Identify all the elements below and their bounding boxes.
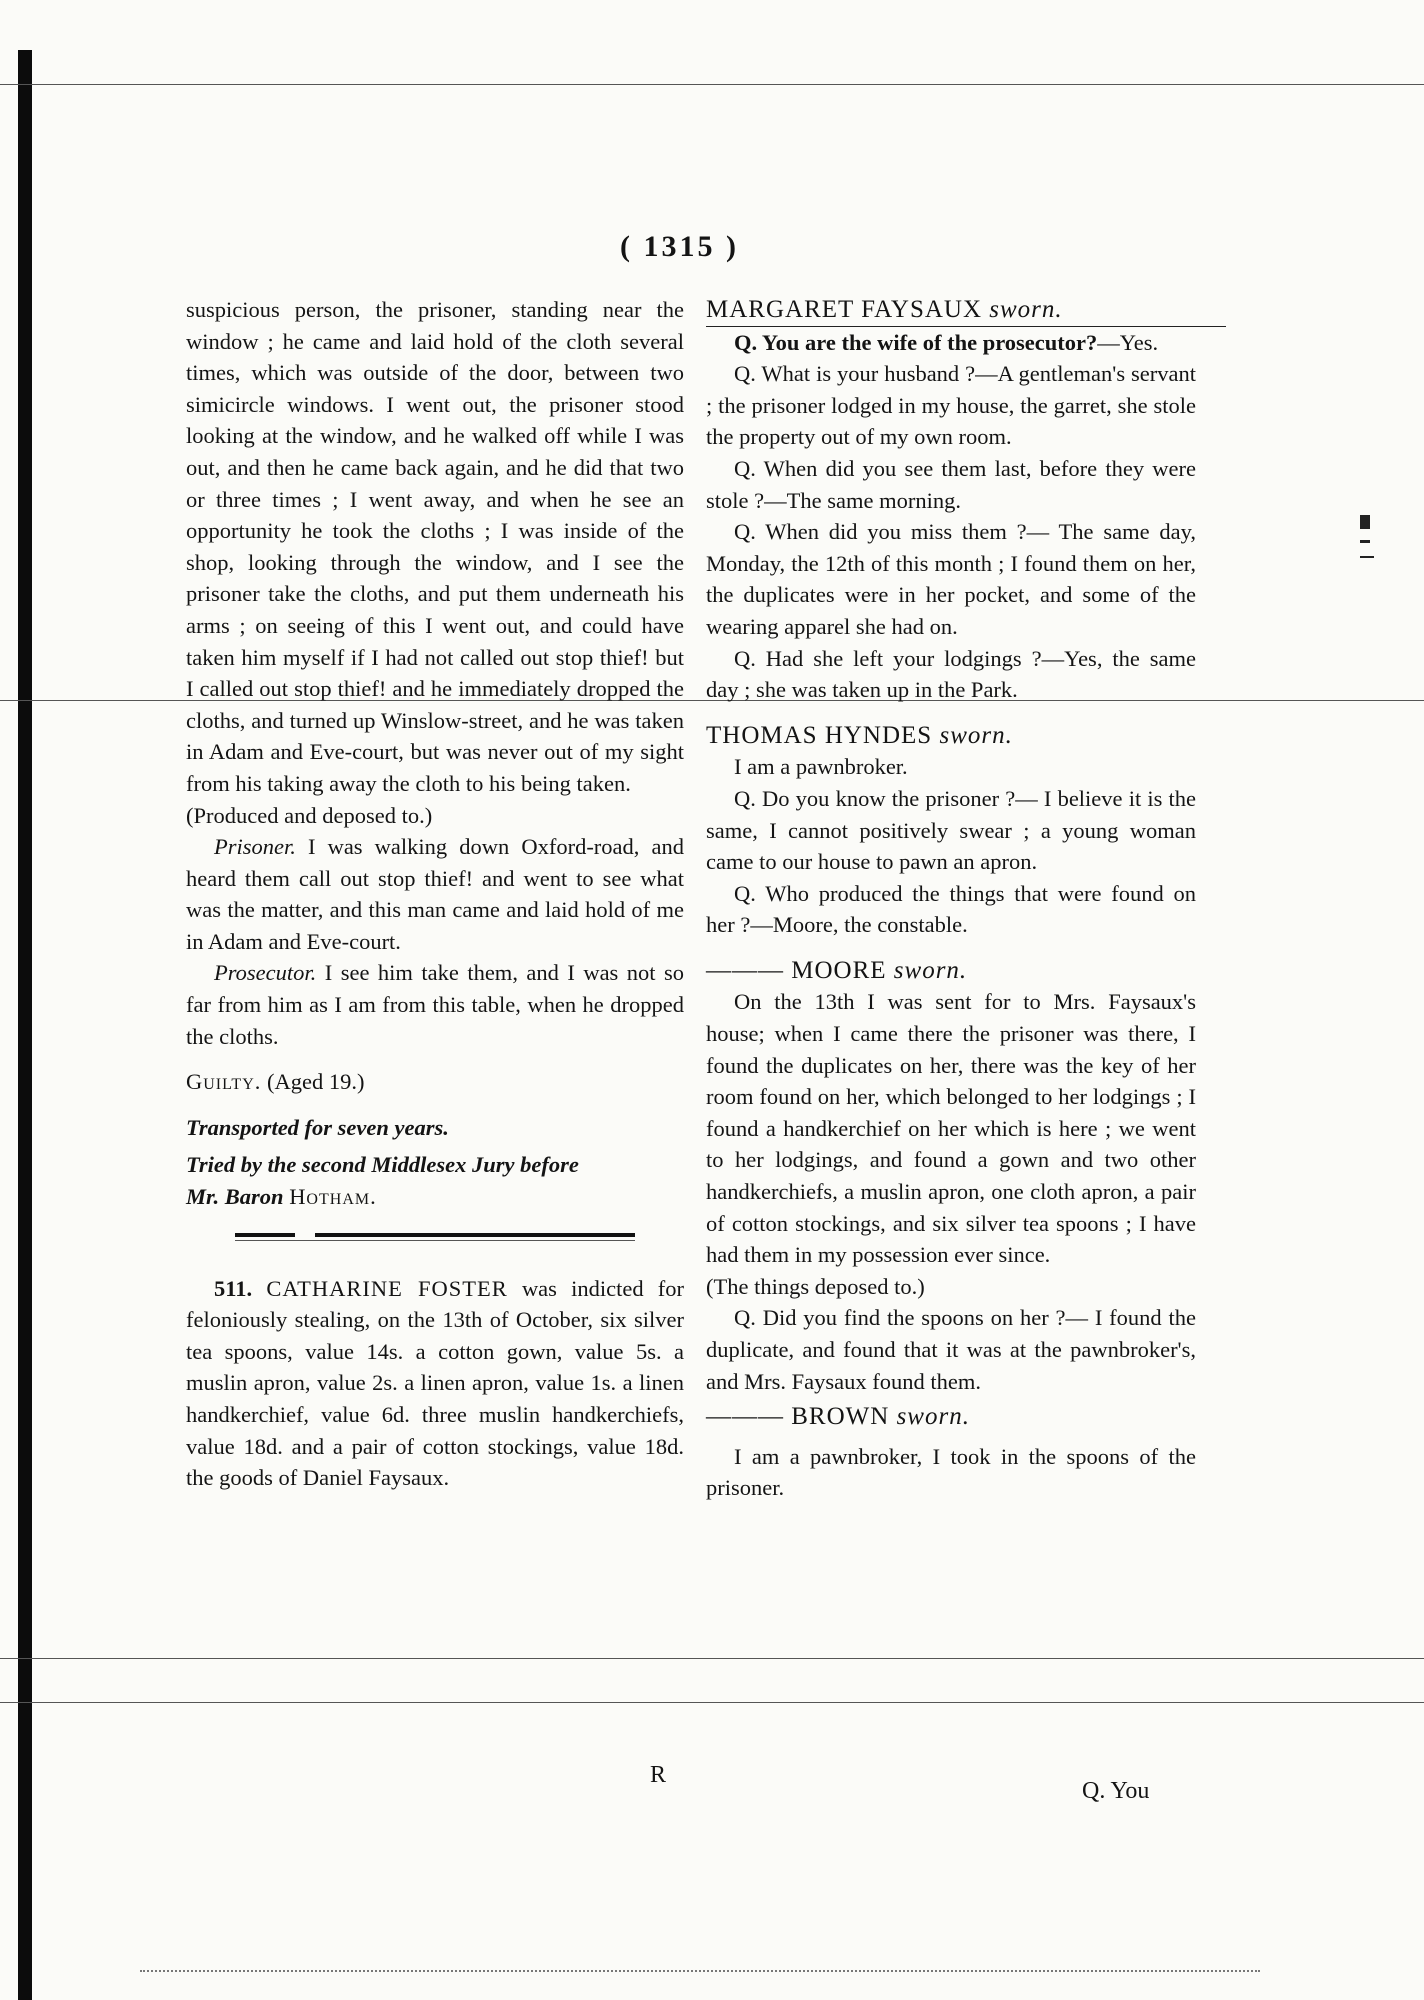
judge-title: Mr. Baron [186,1184,284,1210]
qa-exchange [706,783,1196,878]
sworn-label: sworn. [939,721,1013,749]
question: Q. Who produced the things that were found on her ? [706,880,1196,938]
fold-line-lower [0,1702,1424,1703]
witness-name: MARGARET FAYSAUX [706,296,983,323]
answer: — I believe it is the same, I cannot positively swear ; a young woman came to our house to pawn an apron. [706,785,1196,875]
qa-exchange [706,878,1196,941]
judge-line [186,1181,684,1213]
answer: — The same day, Monday, the 12th of this month ; I found them on her, the duplicates were in her pocket, and some of the wearing apparel she had on. [706,519,1196,639]
dash: ——— [706,956,784,984]
aged: (Aged 19.) [267,1069,365,1095]
testimony-paragraph: suspicious person, the prisoner, standing near the window ; he came and laid hold of the cloth several times, which was outside of the door, between two simicircle windows. I went out, the prisoner stood looking at the window, and he walked off while I was out, and then he came back again, and he did that two or three times ; I went away, and when he see an opportunity he took the cloths ; I was inside of the shop, looking through the window, and I see the prisoner take the cloths, and put them underneath his arms ; on seeing of this I went out, and could have taken him myself if I had not called out stop thief! but I called out stop thief! and he immediately dropped the cloths, and turned up Winslow-street, and he was taken in Adam and Eve-court, but was never out of my sight from his taking away the cloth to his being taken. [186,297,684,796]
answer: —Yes, the same day ; she was taken up in the Park. [706,645,1196,703]
tried-by-line: Tried by the second Middlesex Jury before [186,1152,579,1178]
scan-mark [1360,556,1374,558]
dash: ——— [706,1403,784,1431]
question: Q. What is your husband ? [734,361,976,387]
continuation-text: Q. You [1082,1778,1150,1804]
witness-name: BROWN [791,1403,890,1431]
witness-name: THOMAS HYNDES [706,721,933,749]
question: Q. Had she left your lodgings ? [734,645,1042,671]
testimony-line: I am a pawnbroker, I took in the spoons of the prisoner. [706,1443,1196,1501]
case-entry [186,1273,684,1494]
binding-edge [18,50,32,2000]
fold-line-middle [0,1658,1424,1659]
page-number: ( 1315 ) [620,230,739,263]
answer: —Yes. [1097,329,1159,355]
indictment-text: was indicted for feloniously stealing, on the 13th of October, six silver tea spoons, value 14s. a cotton gown, value 5s. a muslin apron, value 2s. a linen apron, value 1s. a linen handkerchief, value 6d. three muslin handkerchiefs, value 18d. and a pair of cotton stockings, value 18d. the goods of Daniel Faysaux. [186,1275,684,1491]
qa-exchange [706,453,1196,516]
speaker-label: Prosecutor. [214,960,317,986]
question: Q. Do you know the prisoner ? [734,785,1016,811]
answer: —The same morning. [764,487,961,513]
testimony-paragraph: On the 13th I was sent for to Mrs. Faysaux's house; when I came there the prisoner was there, I found the duplicates on her, there was the key of her room found on her, which belonged to her lodgings ; I found a handkerchief on her which is here ; we went to her lodgings, and found a gown and two other handkerchiefs, a muslin apron, one cloth apron, a pair of cotton stockings, and six silver tea spoons ; I have had them in my possession ever since. [706,989,1196,1268]
sentence: Transported for seven years. [186,1114,449,1140]
question: Q. When did you miss them ? [734,519,1027,545]
witness-heading [706,294,1226,327]
catchword: R [650,1762,667,1788]
prosecutor-statement [186,957,684,1052]
deposed-note: (The things deposed to.) [706,1273,925,1299]
judge-name: Hotham. [289,1184,377,1210]
scan-mark [1360,515,1370,529]
scan-noise-line [140,1970,1260,1974]
sworn-label: sworn. [896,1403,970,1431]
produced-note: (Produced and deposed to.) [186,802,433,828]
question: Q. You are the wife of the prosecutor? [734,329,1098,355]
qa-exchange [706,516,1196,642]
sworn-label: sworn. [989,296,1063,323]
left-column [186,294,684,1494]
answer: — I found the duplicate, and found that it was at the pawnbroker's, and Mrs. Faysaux found them. [706,1305,1196,1394]
answer: —A gentleman's servant ; the prisoner lodged in my house, the garret, she stole the property out of my own room. [706,361,1196,450]
speaker-label: Prisoner. [214,834,296,860]
top-rule [0,84,1424,85]
witness-name: MOORE [791,956,887,984]
prisoner-defence [186,831,684,957]
defence-text: I was walking down Oxford-road, and heard them call out stop thief! and went to see what was the matter, and this man came and laid hold of me in Adam and Eve-court. [186,834,684,954]
sworn-label: sworn. [893,956,968,984]
verdict: Guilty. [186,1069,262,1095]
witness-heading [706,1401,1196,1433]
question: Q. When did you see them last, before they were stole ? [706,455,1196,513]
testimony-line: I am a pawnbroker. [734,754,908,780]
witness-heading [706,955,1196,987]
answer: —Moore, the constable. [750,912,968,938]
qa-exchange [706,327,1196,359]
witness-heading [706,720,1196,752]
scan-mark [1360,540,1370,543]
case-number: 511. [214,1275,253,1301]
qa-exchange [706,643,1196,706]
defendant-name: CATHARINE FOSTER [266,1275,508,1301]
qa-exchange [706,1302,1196,1397]
verdict-line [186,1066,684,1098]
qa-exchange [706,358,1196,453]
right-column [706,294,1196,1504]
section-divider [235,1231,635,1247]
statement-text: I see him take them, and I was not so far from him as I am from this table, when he dropped the cloths. [186,960,684,1049]
question: Q. Did you find the spoons on her ? [734,1305,1066,1331]
